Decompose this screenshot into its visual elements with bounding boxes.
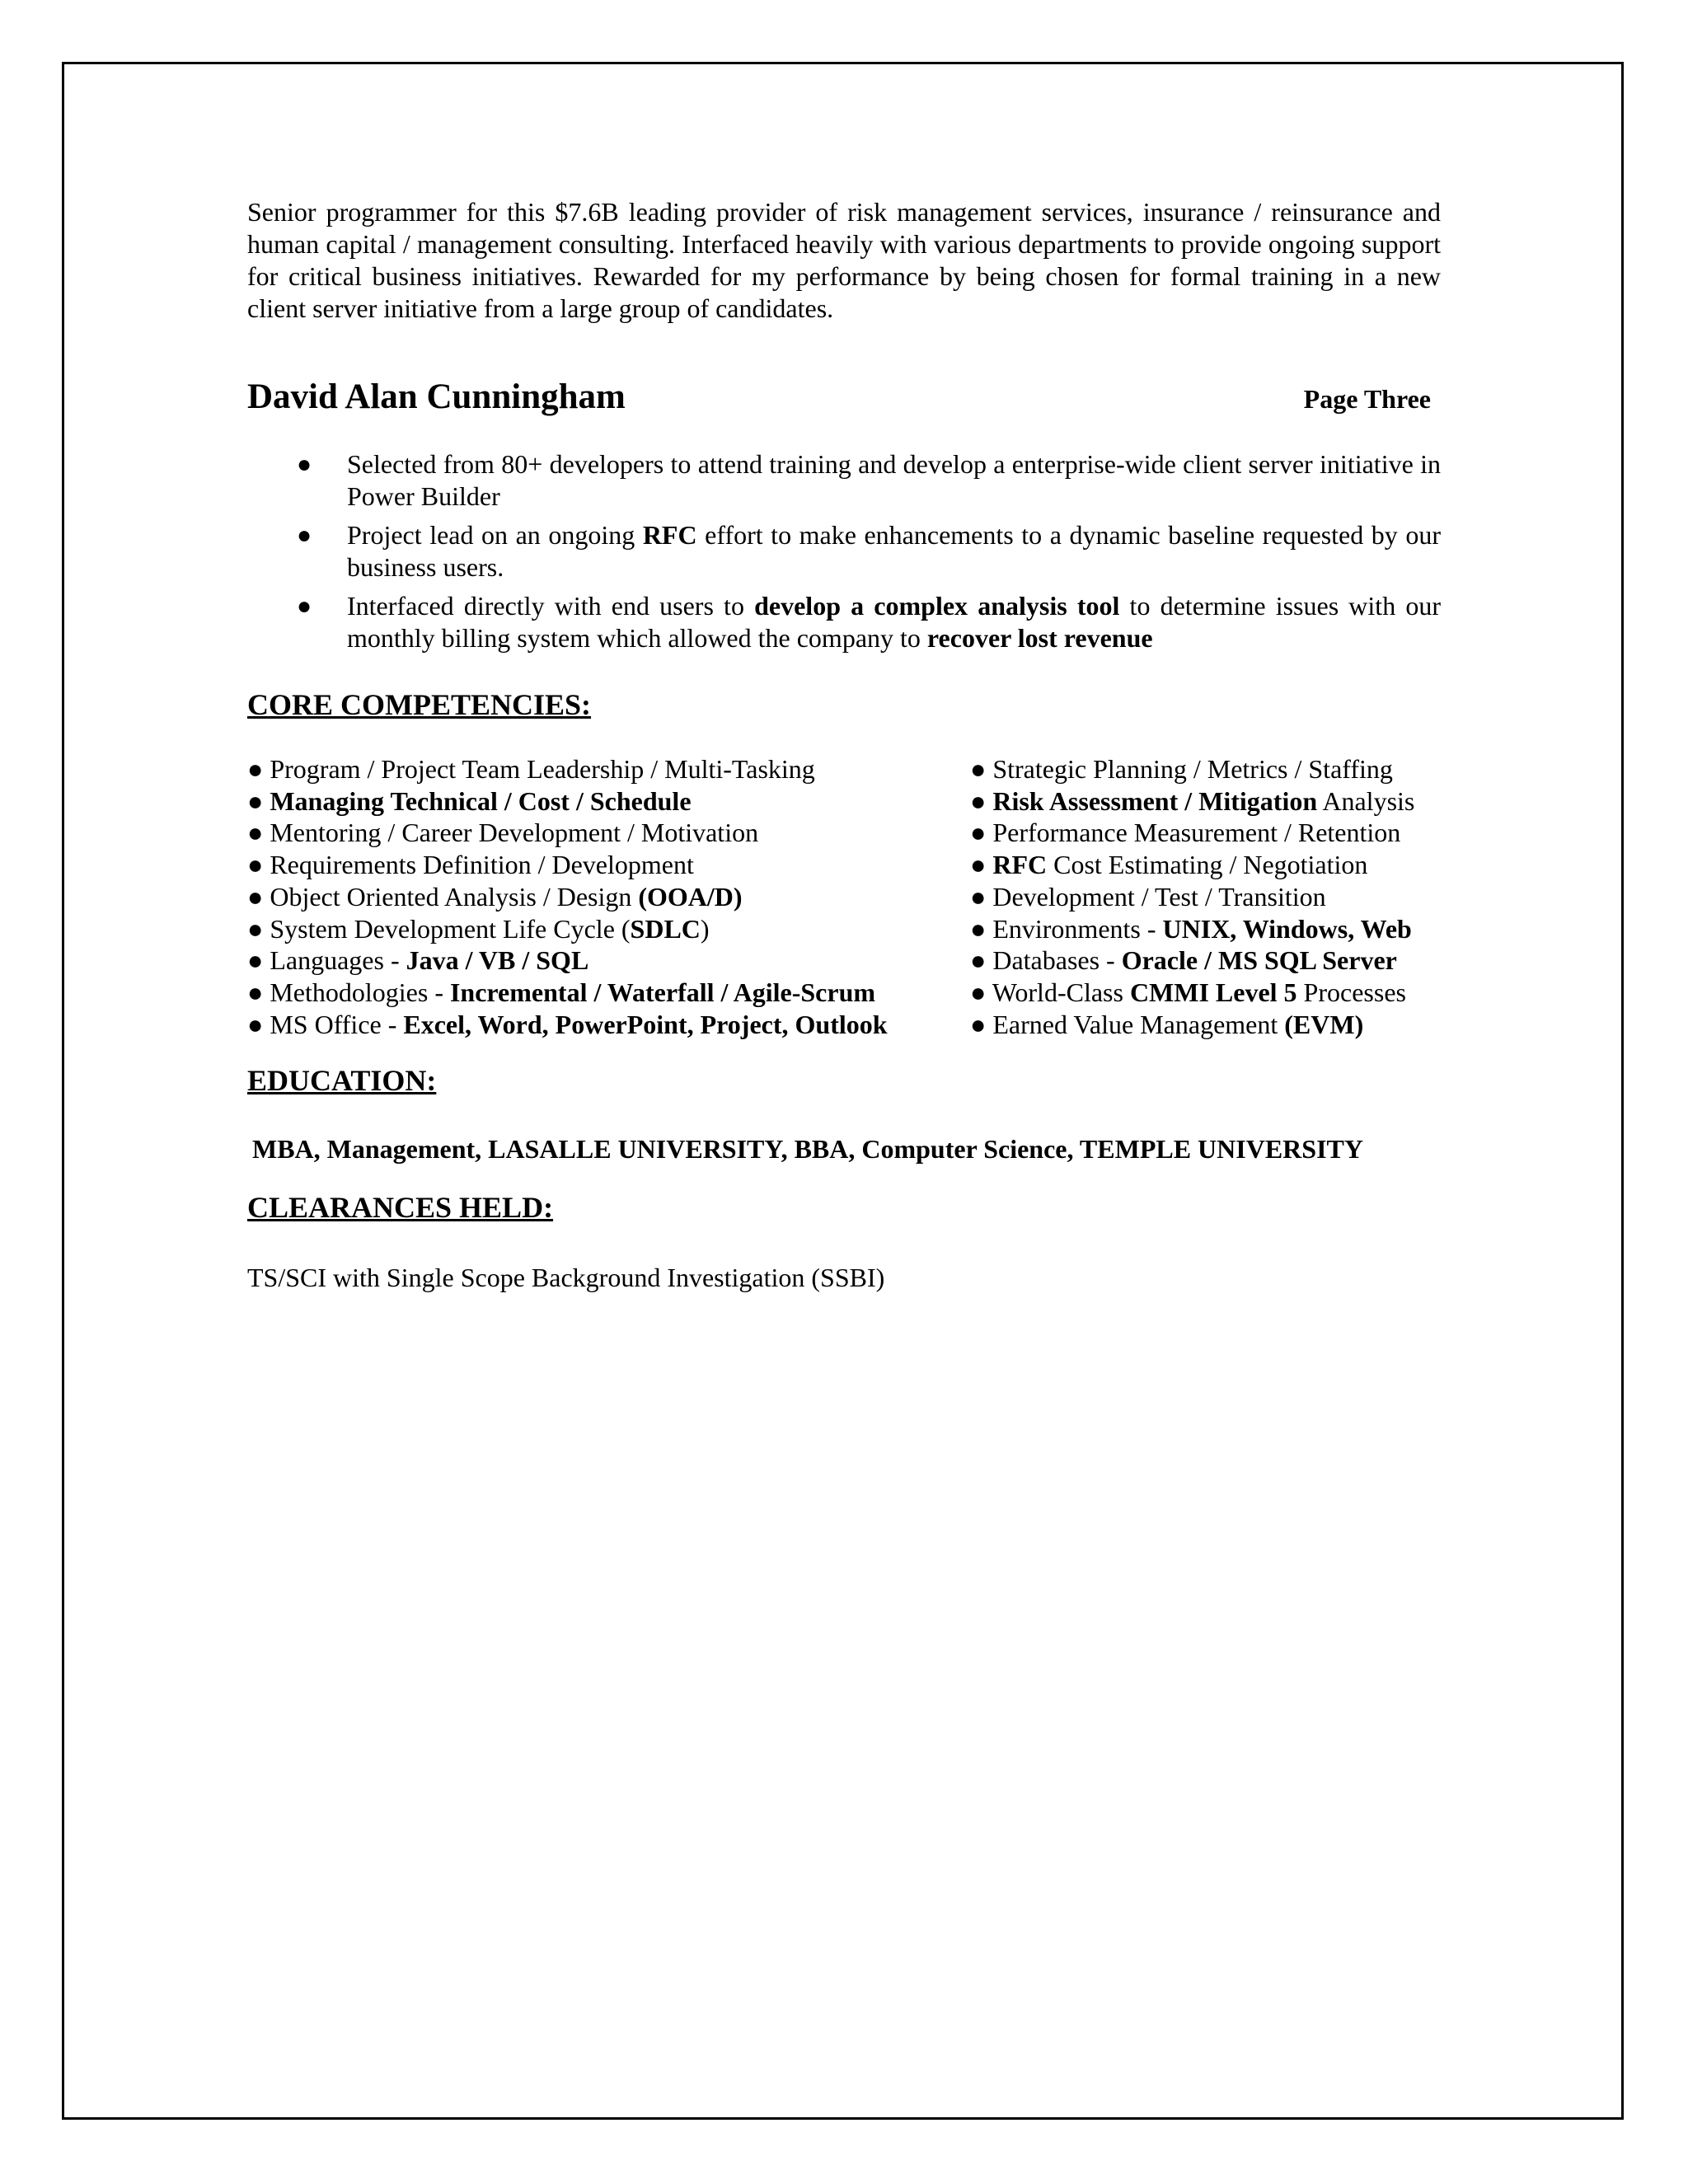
bold-text: Incremental / Waterfall / Agile-Scrum <box>449 977 876 1007</box>
text-run: to determine issues with our monthly billing system which allowed the company to <box>347 591 1441 653</box>
text-run: ● Methodologies - <box>247 977 450 1007</box>
text-run: ● Requirements Definition / Development <box>247 850 694 880</box>
bold-text: RFC <box>642 520 697 550</box>
text-run: Processes <box>1296 977 1406 1007</box>
competency-item <box>247 753 970 785</box>
bold-text: (EVM) <box>1284 1009 1364 1039</box>
page-header <box>247 377 1441 416</box>
competency-item <box>970 977 1414 1009</box>
bold-text: UNIX, Windows, Web <box>1162 913 1412 944</box>
bold-text: (OOA/D) <box>638 881 743 912</box>
text-run: ● Program / Project Team Leadership / Multi-Tasking <box>247 754 815 784</box>
text-run: Cost Estimating / Negotiation <box>1047 850 1368 880</box>
competency-item <box>970 753 1414 785</box>
competencies-grid <box>247 753 1441 1040</box>
bold-text: Oracle / MS SQL Server <box>1121 945 1397 976</box>
bullet-dot-icon: ● <box>297 451 312 478</box>
intro-paragraph: Senior programmer for this $7.6B leading provider of risk management services, insurance / reinsurance and human capital / management consulting. Interfaced heavily with various departments to provide ongoing support for critical business initiatives. Rewarded for my performance by being chosen for formal training in a new client server initiative from a large group of candidates. <box>247 197 1441 323</box>
text-run: ● Earned Value Management <box>970 1009 1285 1039</box>
competency-item <box>247 785 970 818</box>
achievement-item <box>247 590 1441 654</box>
competency-item <box>247 1009 970 1041</box>
competency-item <box>970 1009 1414 1041</box>
resume-page <box>247 196 1441 1294</box>
achievement-list <box>247 448 1441 654</box>
competency-item <box>970 849 1414 881</box>
competency-item <box>970 913 1414 945</box>
candidate-name: David Alan Cunningham <box>247 377 626 416</box>
text-run: ) <box>700 913 710 944</box>
competency-item <box>970 881 1414 913</box>
bullet-dot-icon: ● <box>297 593 312 620</box>
text-run: ● Databases - <box>970 945 1122 976</box>
bold-text: Managing Technical / Cost / Schedule <box>270 785 692 816</box>
text-run: Interfaced directly with end users to <box>347 591 755 621</box>
education-heading: EDUCATION: <box>247 1064 437 1098</box>
page-number-label: Page Three <box>1303 384 1431 414</box>
bullet-dot-icon: ● <box>297 522 312 549</box>
text-run: effort to make enhancements to a dynamic baseline requested by our business users. <box>347 520 1442 582</box>
clearances-heading: CLEARANCES HELD: <box>247 1191 554 1225</box>
bold-text: recover lost revenue <box>926 623 1153 653</box>
text-run: ● Development / Test / Transition <box>970 881 1326 912</box>
text-run: ● System Development Life Cycle ( <box>247 913 631 944</box>
text-run: ● <box>970 785 993 816</box>
competency-item <box>970 944 1414 977</box>
achievement-item <box>247 519 1441 583</box>
competency-item <box>970 817 1414 849</box>
text-run: ● Strategic Planning / Metrics / Staffing <box>970 754 1393 784</box>
text-run: ● World-Class <box>970 977 1130 1007</box>
text-run: ● <box>247 785 270 816</box>
clearances-text: TS/SCI with Single Scope Background Investigation (SSBI) <box>247 1263 885 1293</box>
bold-text: CMMI Level 5 <box>1129 977 1297 1007</box>
achievement-item <box>247 448 1441 513</box>
text-run: ● Languages - <box>247 945 406 976</box>
bold-text: Risk Assessment / Mitigation <box>992 785 1318 816</box>
bold-text: SDLC <box>630 913 701 944</box>
competency-item <box>247 944 970 977</box>
competencies-left-column <box>247 753 970 1040</box>
text-run: ● <box>970 850 993 880</box>
competency-item <box>970 785 1414 818</box>
bold-text: Java / VB / SQL <box>406 945 589 976</box>
text-run: Project lead on an ongoing <box>347 520 643 550</box>
text-run: ● Performance Measurement / Retention <box>970 818 1401 848</box>
text-run: ● Mentoring / Career Development / Motivation <box>247 818 759 848</box>
bold-text: Excel, Word, PowerPoint, Project, Outlook <box>403 1009 888 1039</box>
core-competencies-heading: CORE COMPETENCIES: <box>247 688 592 721</box>
competency-item <box>247 977 970 1009</box>
text-run: ● Environments - <box>970 913 1163 944</box>
competency-item <box>247 817 970 849</box>
competency-item <box>247 881 970 913</box>
text-run: ● Object Oriented Analysis / Design <box>247 881 639 912</box>
text-run: Selected from 80+ developers to attend training and develop a enterprise-wide client server initiative in Power Builder <box>347 449 1441 511</box>
bold-text: RFC <box>992 850 1048 880</box>
education-text: MBA, Management, LASALLE UNIVERSITY, BBA, Computer Science, TEMPLE UNIVERSITY <box>252 1134 1363 1165</box>
bold-text: develop a complex analysis tool <box>754 591 1120 621</box>
competency-item <box>247 849 970 881</box>
competencies-right-column <box>970 753 1414 1040</box>
text-run: Analysis <box>1317 785 1415 816</box>
text-run: ● MS Office - <box>247 1009 404 1039</box>
competency-item <box>247 913 970 945</box>
